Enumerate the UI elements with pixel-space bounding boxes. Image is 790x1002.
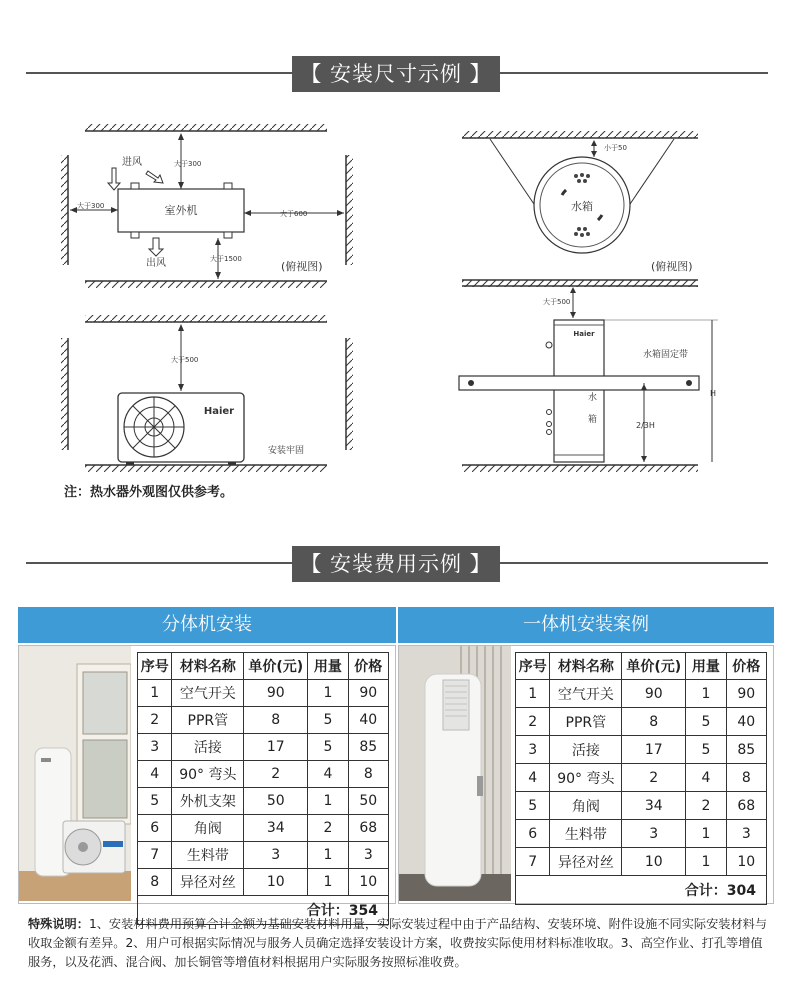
cell: 5 xyxy=(138,788,172,815)
cell: 3 xyxy=(348,842,388,869)
cell: 10 xyxy=(244,869,308,896)
table-row xyxy=(138,707,389,734)
table-row xyxy=(516,820,767,848)
cell: 活接 xyxy=(172,734,244,761)
section2-line-right xyxy=(500,562,768,564)
dim-front-500: 大于500 xyxy=(171,356,199,364)
cell: 50 xyxy=(244,788,308,815)
cell: 空气开关 xyxy=(172,680,244,707)
cell: 2 xyxy=(308,815,348,842)
cell: 2 xyxy=(622,764,686,792)
install-secure-label: 安装牢固 xyxy=(268,446,305,456)
cell: 空气开关 xyxy=(550,680,622,708)
cell: 3 xyxy=(244,842,308,869)
cell: 4 xyxy=(308,761,348,788)
h-label: H xyxy=(710,389,717,398)
dim-top-300: 大于300 xyxy=(174,160,202,168)
cell: 角阀 xyxy=(550,792,622,820)
cell: 2 xyxy=(686,792,726,820)
split-cost-table xyxy=(137,652,389,925)
cell: 生料带 xyxy=(550,820,622,848)
integrated-photo xyxy=(399,646,511,901)
table-row xyxy=(138,869,389,896)
cell: 3 xyxy=(516,736,550,764)
integrated-panel xyxy=(398,645,774,904)
table-header-row xyxy=(516,653,767,680)
cell: 1 xyxy=(138,680,172,707)
cell: 3 xyxy=(622,820,686,848)
cell: 2 xyxy=(244,761,308,788)
cell: 10 xyxy=(622,848,686,876)
col-price: 价格 xyxy=(348,653,388,680)
table-row xyxy=(138,761,389,788)
section2-line-left xyxy=(26,562,292,564)
cell: 6 xyxy=(516,820,550,848)
two-thirds-h-label: 2/3H xyxy=(636,421,655,430)
cell: 1 xyxy=(308,788,348,815)
section1-line-left xyxy=(26,72,292,74)
cell: 17 xyxy=(244,734,308,761)
cell: 4 xyxy=(516,764,550,792)
col-index: 序号 xyxy=(516,653,550,680)
tank-top-label: 水箱 xyxy=(571,200,593,213)
col-material: 材料名称 xyxy=(172,653,244,680)
section1-line-right xyxy=(500,72,768,74)
cell: 5 xyxy=(308,734,348,761)
cell: PPR管 xyxy=(172,707,244,734)
installation-diagrams xyxy=(0,100,790,500)
cell: 34 xyxy=(244,815,308,842)
cell: 异径对丝 xyxy=(550,848,622,876)
cell: 34 xyxy=(622,792,686,820)
table-row xyxy=(516,848,767,876)
cell: 1 xyxy=(516,680,550,708)
table-row xyxy=(516,764,767,792)
cell: 1 xyxy=(308,869,348,896)
integrated-cost-table xyxy=(515,652,767,905)
cell: 1 xyxy=(686,848,726,876)
tank-top-view xyxy=(462,131,698,287)
total-row xyxy=(516,876,767,905)
cell: 7 xyxy=(516,848,550,876)
cell: 68 xyxy=(726,792,766,820)
cell: 50 xyxy=(348,788,388,815)
table-header-row xyxy=(138,653,389,680)
special-notes-label: 特殊说明： xyxy=(28,917,89,931)
cell: 90 xyxy=(726,680,766,708)
outdoor-front-view xyxy=(61,315,353,472)
col-material: 材料名称 xyxy=(550,653,622,680)
table-row xyxy=(138,734,389,761)
integrated-heading: 一体机安装案例 xyxy=(398,607,774,643)
dim-right-600: 大于600 xyxy=(280,210,308,218)
split-photo-illustration xyxy=(19,646,131,901)
cell: 2 xyxy=(516,708,550,736)
col-price: 价格 xyxy=(726,653,766,680)
split-heading: 分体机安装 xyxy=(18,607,396,643)
cell: 10 xyxy=(348,869,388,896)
table-row xyxy=(516,736,767,764)
table-row xyxy=(516,680,767,708)
table-row xyxy=(138,680,389,707)
special-notes-text: 1、安装材料费用预算合计金额为基础安装材料用量，实际安装过程中由于产品结构、安装环境、附件设施不同实际安装材料与收取金额有差异。2、用户可根据实际情况与服务人员确定选择安装设计方案，收费按实际使用材料标准收取。3、高空作业、打孔等增值服务，以及花洒、混合阀、加长铜管等增值材料根据用户实际服务按照标准收费。 xyxy=(28,917,768,969)
cell: 5 xyxy=(308,707,348,734)
section2-title: 【 安装费用示例 】 xyxy=(292,546,500,582)
cell: 3 xyxy=(138,734,172,761)
col-unit-price: 单价(元) xyxy=(244,653,308,680)
outdoor-top-view xyxy=(61,124,353,288)
cell: 1 xyxy=(308,680,348,707)
cell: 90 xyxy=(622,680,686,708)
cell: 异径对丝 xyxy=(172,869,244,896)
tank-strap-label: 水箱固定带 xyxy=(643,350,689,360)
cell: 3 xyxy=(726,820,766,848)
haier-logo-tank: Haier xyxy=(573,330,595,338)
cell: 外机支架 xyxy=(172,788,244,815)
table-row xyxy=(138,788,389,815)
tank-front-view xyxy=(459,286,718,472)
dim-tank-front-500: 大于500 xyxy=(543,298,571,306)
top-view-label-2: (俯视图) xyxy=(651,260,693,273)
cell: 8 xyxy=(138,869,172,896)
split-total: 合计：354 xyxy=(138,896,389,925)
cell: 8 xyxy=(622,708,686,736)
cell: 17 xyxy=(622,736,686,764)
integrated-photo-illustration xyxy=(399,646,511,901)
col-index: 序号 xyxy=(138,653,172,680)
section1-title: 【 安装尺寸示例 】 xyxy=(292,56,500,92)
cell: PPR管 xyxy=(550,708,622,736)
col-unit-price: 单价(元) xyxy=(622,653,686,680)
cell: 7 xyxy=(138,842,172,869)
cell: 8 xyxy=(348,761,388,788)
air-in-label: 进风 xyxy=(122,157,142,168)
table-row xyxy=(516,708,767,736)
outdoor-unit-label: 室外机 xyxy=(164,204,198,217)
col-quantity: 用量 xyxy=(308,653,348,680)
dim-left-300: 大于300 xyxy=(77,202,105,210)
split-photo xyxy=(19,646,131,901)
cell: 5 xyxy=(686,708,726,736)
cell: 68 xyxy=(348,815,388,842)
cell: 5 xyxy=(686,736,726,764)
cell: 4 xyxy=(138,761,172,788)
cell: 1 xyxy=(308,842,348,869)
tank-char-2: 箱 xyxy=(588,415,598,425)
cell: 1 xyxy=(686,680,726,708)
cell: 1 xyxy=(686,820,726,848)
cell: 6 xyxy=(138,815,172,842)
cell: 90° 弯头 xyxy=(550,764,622,792)
cell: 生料带 xyxy=(172,842,244,869)
cell: 2 xyxy=(138,707,172,734)
special-notes xyxy=(28,915,768,972)
cell: 90 xyxy=(244,680,308,707)
col-quantity: 用量 xyxy=(686,653,726,680)
cell: 活接 xyxy=(550,736,622,764)
dim-bottom-1500: 大于1500 xyxy=(210,255,242,263)
cell: 10 xyxy=(726,848,766,876)
table-row xyxy=(516,792,767,820)
cell: 40 xyxy=(348,707,388,734)
cell: 8 xyxy=(726,764,766,792)
cell: 85 xyxy=(726,736,766,764)
integrated-total: 合计：304 xyxy=(516,876,767,905)
cell: 85 xyxy=(348,734,388,761)
cell: 角阀 xyxy=(172,815,244,842)
cell: 40 xyxy=(726,708,766,736)
cell: 90 xyxy=(348,680,388,707)
cell: 8 xyxy=(244,707,308,734)
diagram-note: 注：热水器外观图仅供参考。 xyxy=(64,485,234,500)
tank-char-1: 水 xyxy=(588,393,598,403)
air-out-label: 出风 xyxy=(146,258,166,269)
cell: 90° 弯头 xyxy=(172,761,244,788)
top-view-label-1: (俯视图) xyxy=(281,260,323,273)
dim-tank-top-50: 小于50 xyxy=(604,144,627,152)
table-row xyxy=(138,815,389,842)
haier-logo-outdoor: Haier xyxy=(203,406,235,417)
split-panel xyxy=(18,645,396,919)
cell: 4 xyxy=(686,764,726,792)
cell: 5 xyxy=(516,792,550,820)
table-row xyxy=(138,842,389,869)
